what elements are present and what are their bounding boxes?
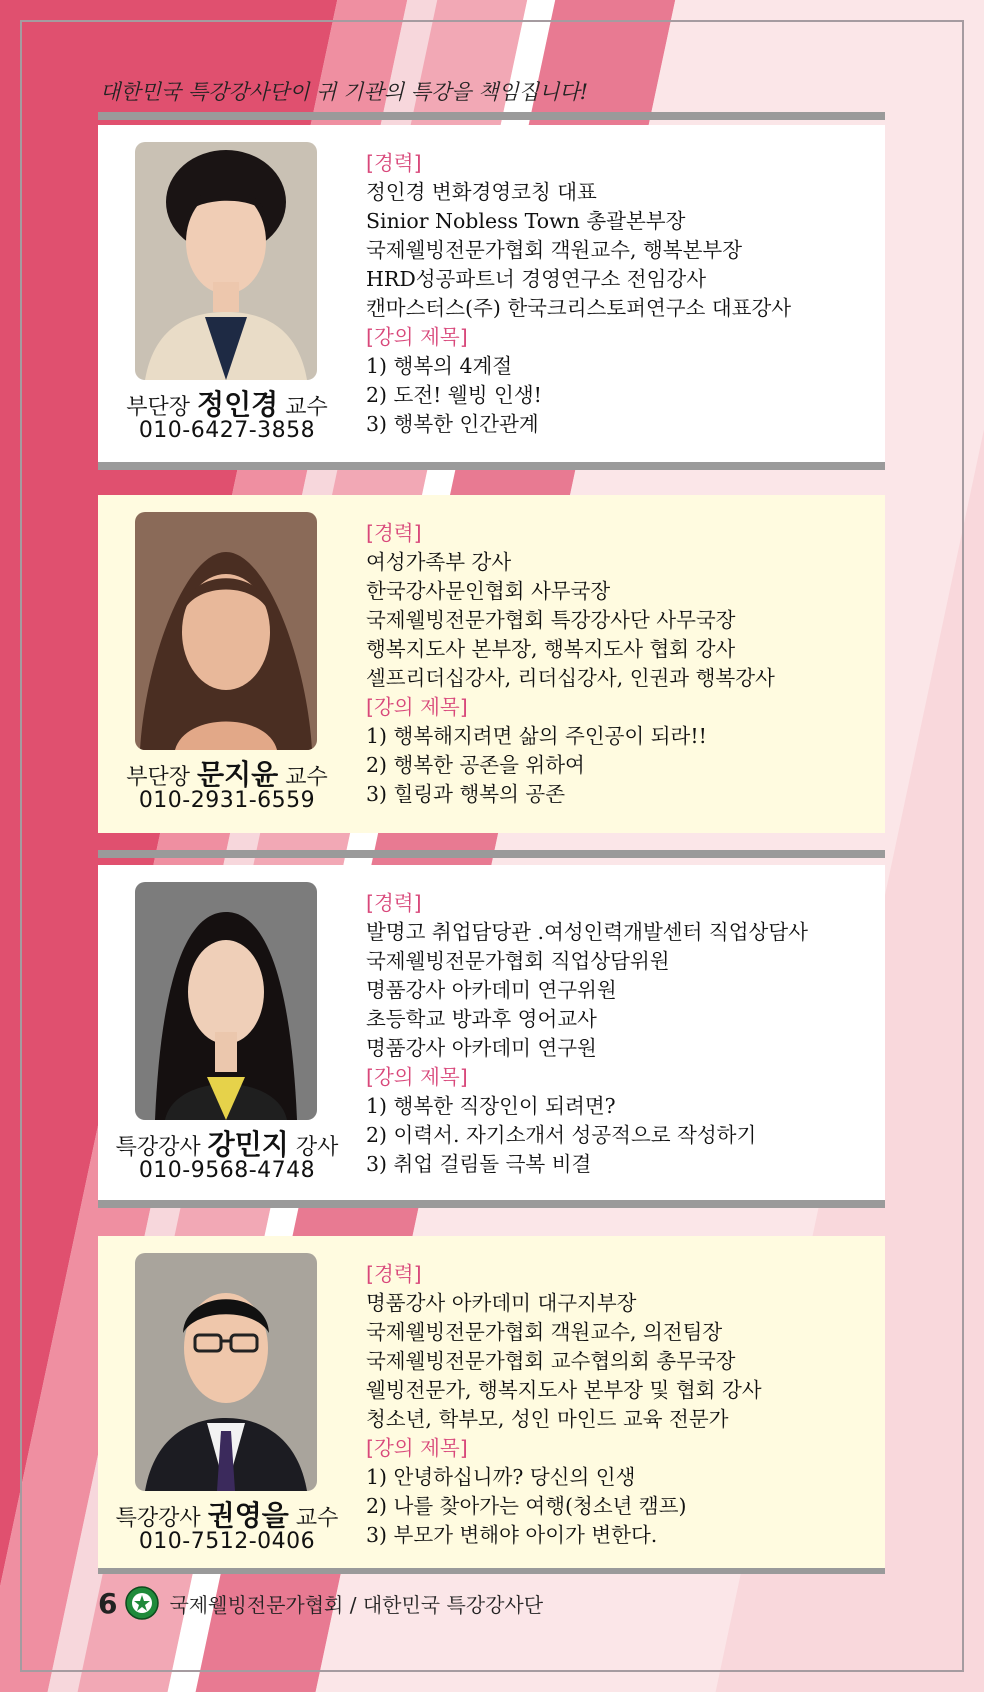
career-item: HRD성공파트너 경영연구소 전임강사 — [366, 267, 707, 291]
instructor-role: 부단장 — [126, 765, 191, 790]
instructor-photo — [135, 512, 317, 750]
lecture-item: 1) 안녕하십니까? 당신의 인생 — [366, 1465, 636, 1489]
career-item: 국제웰빙전문가협회 객원교수, 의전팀장 — [366, 1320, 723, 1344]
career-heading: [경력] — [366, 1262, 422, 1286]
career-item: 웰빙전문가, 행복지도사 본부장 및 협회 강사 — [366, 1378, 762, 1402]
instructor-phone: 010-2931-6559 — [138, 788, 316, 813]
lecture-item: 1) 행복의 4계절 — [366, 354, 513, 378]
instructor-photo — [135, 882, 317, 1120]
instructor-photo — [135, 142, 317, 380]
lectures-heading: [강의 제목] — [366, 695, 468, 719]
career-item: 국제웰빙전문가협회 직업상담위원 — [366, 949, 670, 973]
footer — [98, 1586, 543, 1620]
instructor-info — [366, 889, 808, 1179]
instructor-suffix: 교수 — [295, 1506, 339, 1531]
tagline: 대한민국 특강강사단이 귀 기관의 특강을 책임집니다! — [100, 80, 589, 104]
lecture-item: 1) 행복해지려면 삶의 주인공이 되라!! — [366, 724, 707, 748]
career-item: 발명고 취업담당관 .여성인력개발센터 직업상담사 — [366, 920, 808, 944]
instructor-name: 정인경 — [197, 388, 279, 421]
separator — [98, 112, 885, 120]
lectures-heading: [강의 제목] — [366, 1065, 468, 1089]
career-heading: [경력] — [366, 151, 422, 175]
career-item: 국제웰빙전문가협회 특강강사단 사무국장 — [366, 608, 736, 632]
career-item: 청소년, 학부모, 성인 마인드 교육 전문가 — [366, 1407, 729, 1431]
career-item: 셀프리더십강사, 리더십강사, 인권과 행복강사 — [366, 666, 775, 690]
separator — [98, 850, 885, 858]
instructor-role: 부단장 — [126, 395, 191, 420]
career-item: 국제웰빙전문가협회 교수협의회 총무국장 — [366, 1349, 736, 1373]
lecture-item: 3) 행복한 인간관계 — [366, 412, 539, 436]
instructor-role: 특강강사 — [115, 1506, 201, 1531]
career-item: 한국강사문인협회 사무국장 — [366, 579, 611, 603]
separator — [98, 462, 885, 470]
instructor-name: 문지윤 — [197, 758, 279, 791]
career-item: 명품강사 아카데미 대구지부장 — [366, 1291, 637, 1315]
instructor-card — [98, 495, 885, 833]
lecture-item: 2) 이력서. 자기소개서 성공적으로 작성하기 — [366, 1123, 757, 1147]
instructor-info — [366, 519, 775, 809]
instructor-suffix: 교수 — [285, 395, 328, 420]
instructor-name-line — [98, 1123, 356, 1163]
career-item: 명품강사 아카데미 연구원 — [366, 1036, 597, 1060]
career-item: 명품강사 아카데미 연구위원 — [366, 978, 617, 1002]
instructor-phone: 010-7512-0406 — [138, 1529, 316, 1554]
organization-name: 국제웰빙전문가협회 / 대한민국 특강강사단 — [169, 1592, 544, 1617]
page-number: 6 — [98, 1586, 118, 1620]
lecture-item: 3) 힐링과 행복의 공존 — [366, 782, 566, 806]
instructor-role: 특강강사 — [115, 1135, 201, 1160]
instructor-card — [98, 1236, 885, 1574]
instructor-suffix: 교수 — [285, 765, 328, 790]
instructor-name: 권영을 — [207, 1499, 289, 1532]
lectures-heading: [강의 제목] — [366, 1436, 468, 1460]
instructor-info — [366, 149, 791, 439]
separator — [98, 1200, 885, 1208]
lectures-heading: [강의 제목] — [366, 325, 468, 349]
organization-logo-icon — [125, 1586, 159, 1620]
career-item: 행복지도사 본부장, 행복지도사 협회 강사 — [366, 637, 736, 661]
career-item: 초등학교 방과후 영어교사 — [366, 1007, 597, 1031]
lecture-item: 3) 취업 걸림돌 극복 비결 — [366, 1152, 592, 1176]
instructor-name: 강민지 — [207, 1128, 289, 1161]
instructor-name-line — [98, 383, 356, 423]
instructor-name-line — [98, 753, 356, 793]
instructor-card — [98, 125, 885, 463]
instructor-card — [98, 865, 885, 1203]
career-item: 국제웰빙전문가협회 객원교수, 행복본부장 — [366, 238, 743, 262]
career-item: 정인경 변화경영코칭 대표 — [366, 180, 597, 204]
instructor-suffix: 강사 — [295, 1135, 339, 1160]
career-item: Sinior Nobless Town 총괄본부장 — [366, 209, 686, 233]
lecture-item: 3) 부모가 변해야 아이가 변한다. — [366, 1523, 658, 1547]
lecture-item: 2) 도전! 웰빙 인생! — [366, 383, 542, 407]
lecture-item: 2) 나를 찾아가는 여행(청소년 캠프) — [366, 1494, 687, 1518]
instructor-phone: 010-9568-4748 — [138, 1158, 316, 1183]
lecture-item: 2) 행복한 공존을 위하여 — [366, 753, 585, 777]
lecture-item: 1) 행복한 직장인이 되려면? — [366, 1094, 616, 1118]
career-item: 캔마스터스(주) 한국크리스토퍼연구소 대표강사 — [366, 296, 792, 320]
instructor-phone: 010-6427-3858 — [138, 418, 316, 443]
career-item: 여성가족부 강사 — [366, 550, 512, 574]
separator — [98, 1568, 885, 1574]
career-heading: [경력] — [366, 891, 422, 915]
career-heading: [경력] — [366, 521, 422, 545]
instructor-info — [366, 1260, 762, 1550]
instructor-photo — [135, 1253, 317, 1491]
instructor-name-line — [98, 1494, 356, 1534]
